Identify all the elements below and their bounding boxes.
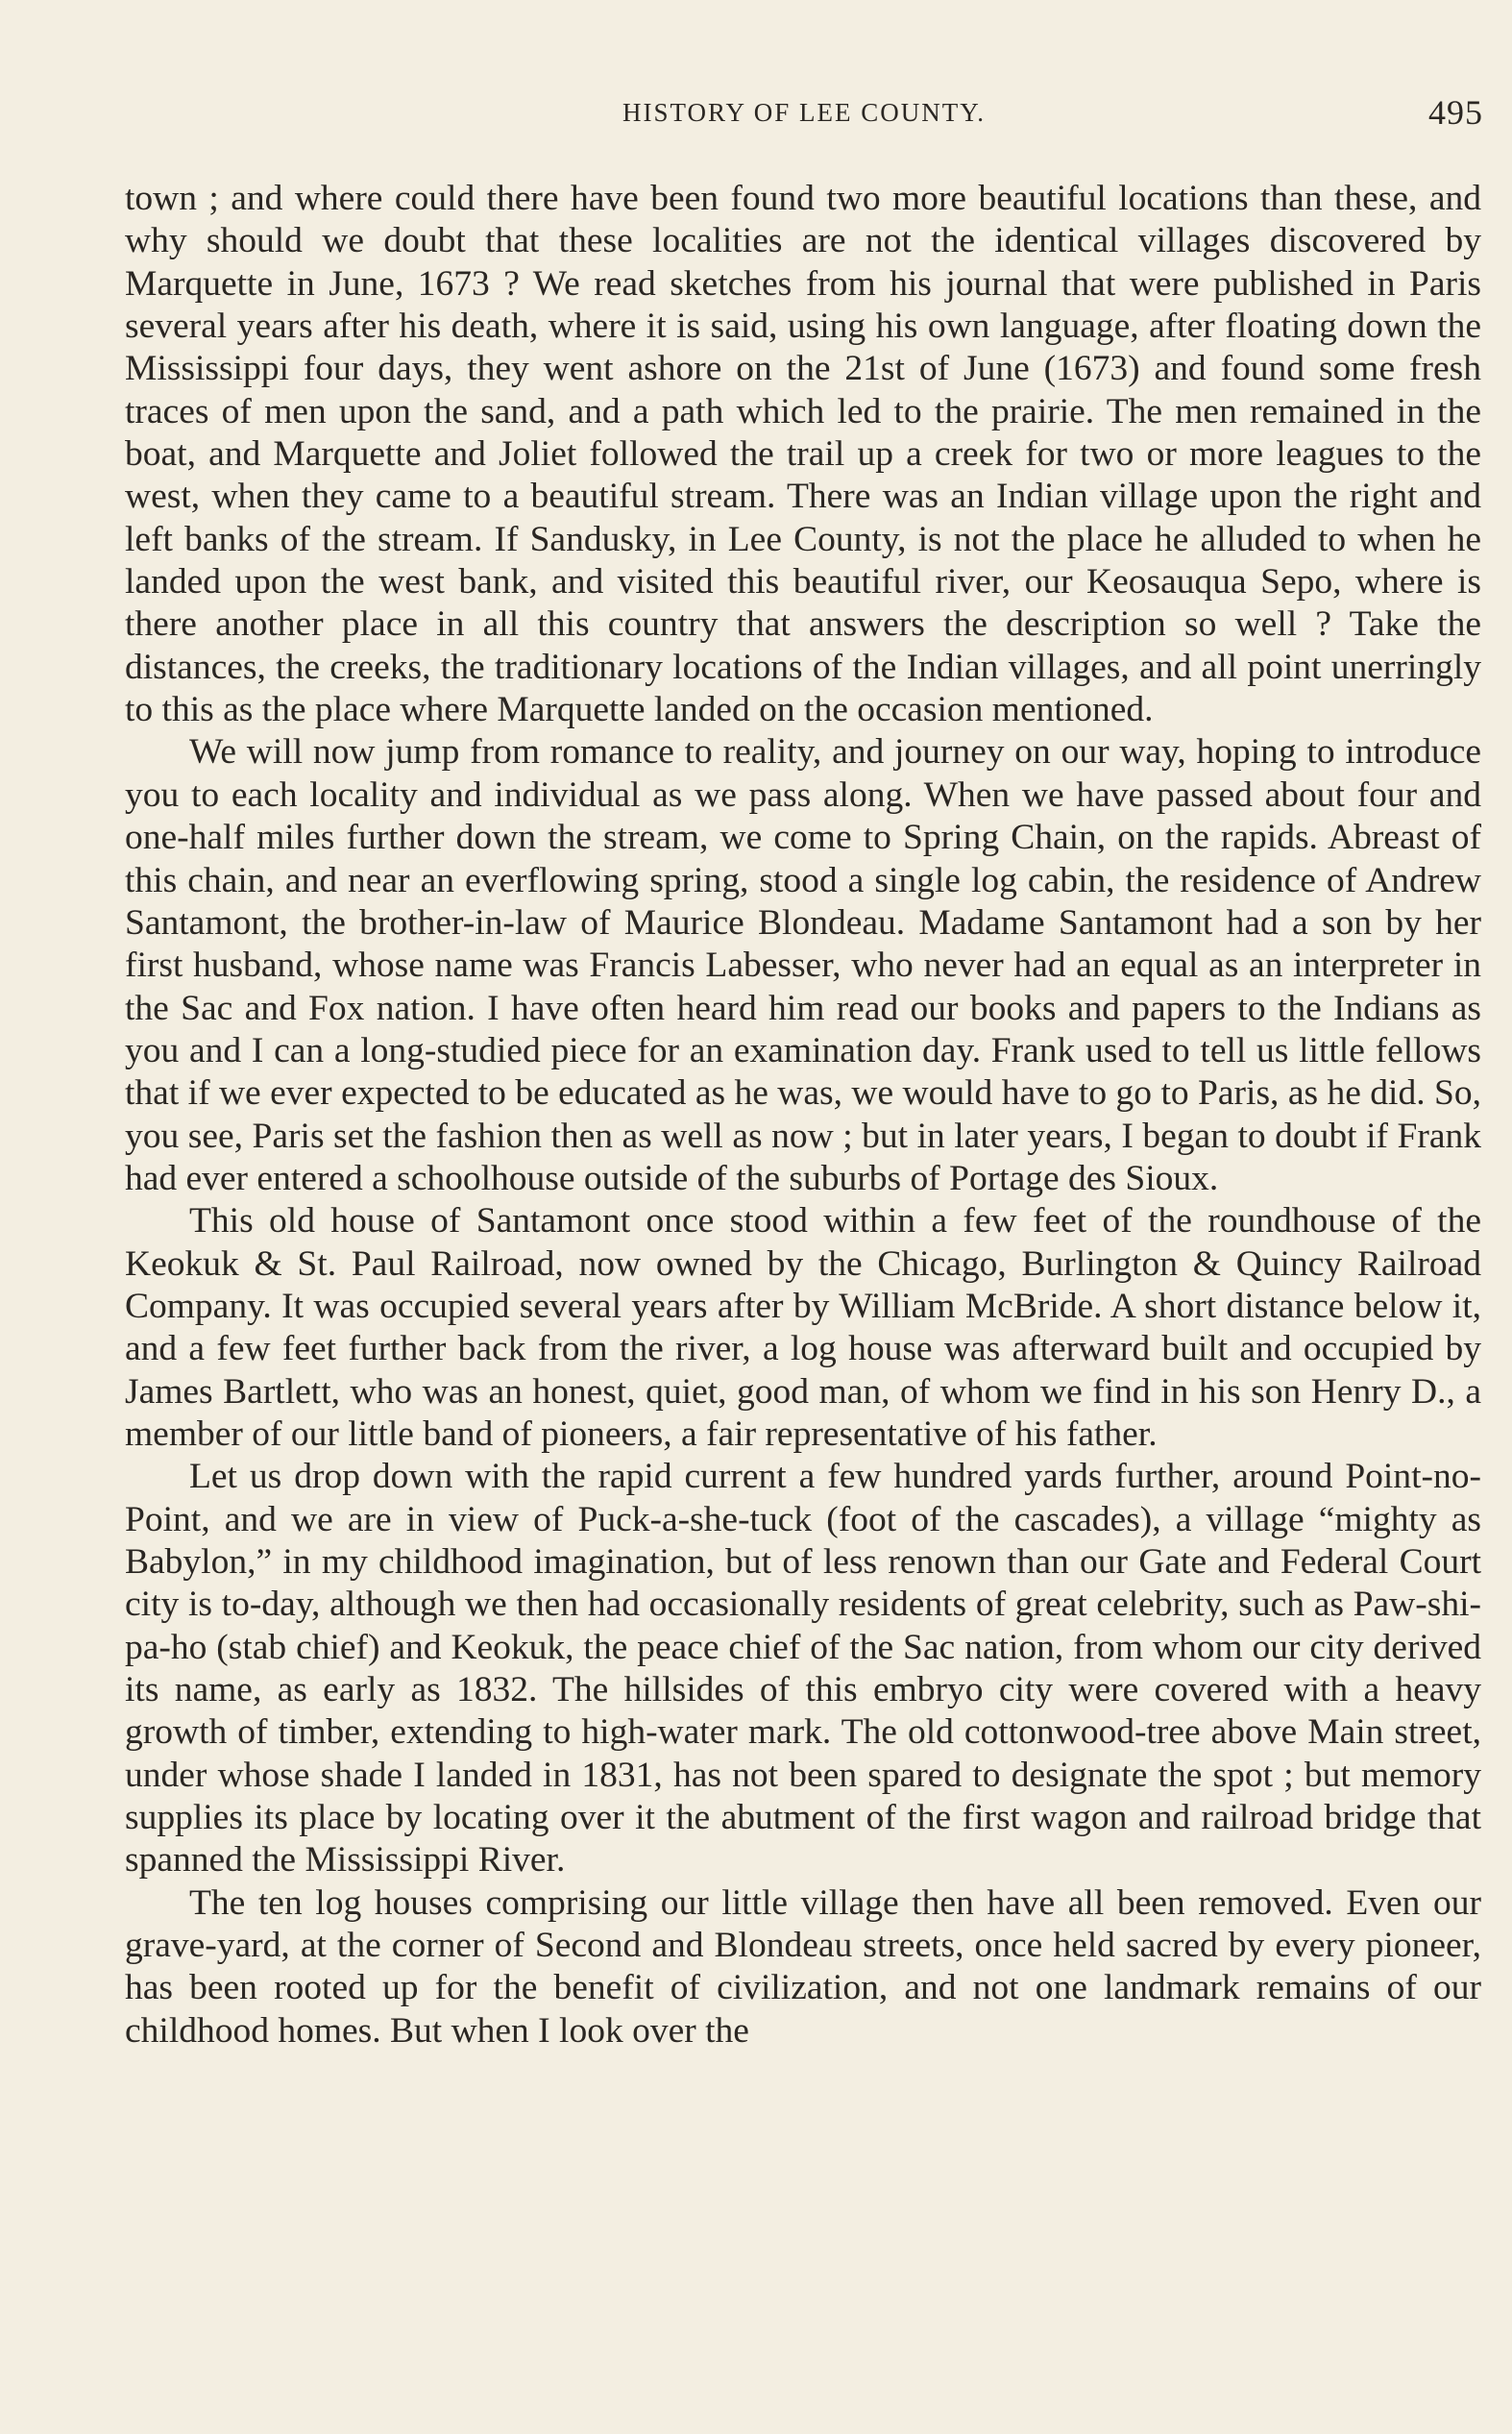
- running-title: HISTORY OF LEE COUNTY.: [622, 98, 987, 127]
- paragraph-2: We will now jump from romance to reality, and journey on our way, hoping to introduce you to each locality and individual as we pass along. When we have passed about four and one-half miles further down the stream, we come to Spring Chain, on the rapids. Abreast of this chain, and near an everflowing spring, stood a single log cabin, the residence of Andrew Santamont, the brother-in-law of Maurice Blondeau. Madame Santamont had a son by her first husband, whose name was Francis Labesser, who never had an equal as an interpreter in the Sac and Fox nation. I have often heard him read our books and papers to the Indians as you and I can a long-studied piece for an examination day. Frank used to tell us little fellows that if we ever expected to be educated as he was, we would have to go to Paris, as he did. So, you see, Paris set the fashion then as well as now ; but in later years, I began to doubt if Frank had ever entered a schoolhouse outside of the suburbs of Portage des Sioux.: [125, 732, 1481, 1198]
- page-number: 495: [1428, 93, 1483, 132]
- paragraph-3: This old house of Santamont once stood within a few feet of the roundhouse of the Keokuk & St. Paul Railroad, now owned by the Chicago, Burlington & Quincy Railroad Company. It was occupied several years after by William McBride. A short distance below it, and a few feet further back from the river, a log house was afterward built and occupied by James Bartlett, who was an honest, quiet, good man, of whom we find in his son Henry D., a member of our little band of pioneers, a fair representative of his father.: [125, 1201, 1481, 1454]
- paragraph-1: town ; and where could there have been found two more beautiful locations than these, and why should we doubt that these localities are not the identical villages discovered by Marquette in June, 1673 ? We read sketches from his journal that were published in Paris several years after his death, where it is said, using his own language, after floating down the Mississippi four days, they went ashore on the 21st of June (1673) and found some fresh traces of men upon the sand, and a path which led to the prairie. The men remained in the boat, and Marquette and Joliet followed the trail up a creek for two or more leagues to the west, when they came to a beautiful stream. There was an Indian village upon the right and left banks of the stream. If Sandusky, in Lee County, is not the place he alluded to when he landed upon the west bank, and visited this beautiful river, our Keosauqua Sepo, where is there another place in all this country that answers the description so well ? Take the distances, the creeks, the traditionary locations of the Indian villages, and all point unerringly to this as the place where Marquette landed on the occasion mentioned.: [125, 179, 1481, 730]
- running-head: [125, 92, 1483, 140]
- body-text: [125, 178, 1481, 2053]
- paragraph-4: Let us drop down with the rapid current a few hundred yards further, around Point-no-Point, and we are in view of Puck-a-she-tuck (foot of the cascades), a village “mighty as Babylon,” in my childhood imagination, but of less renown than our Gate and Federal Court city is to-day, although we then had occasionally residents of great celebrity, such as Paw-shi-pa-ho (stab chief) and Keokuk, the peace chief of the Sac nation, from whom our city derived its name, as early as 1832. The hillsides of this embryo city were covered with a heavy growth of timber, extending to high-water mark. The old cottonwood-tree above Main street, under whose shade I landed in 1831, has not been spared to designate the spot ; but memory supplies its place by locating over it the abutment of the first wagon and railroad bridge that spanned the Mississippi River.: [125, 1457, 1481, 1881]
- paragraph-5: The ten log houses comprising our little village then have all been removed. Even our grave-yard, at the corner of Second and Blondeau streets, once held sacred by every pioneer, has been rooted up for the benefit of civilization, and not one landmark remains of our childhood homes. But when I look over the: [125, 1882, 1481, 2051]
